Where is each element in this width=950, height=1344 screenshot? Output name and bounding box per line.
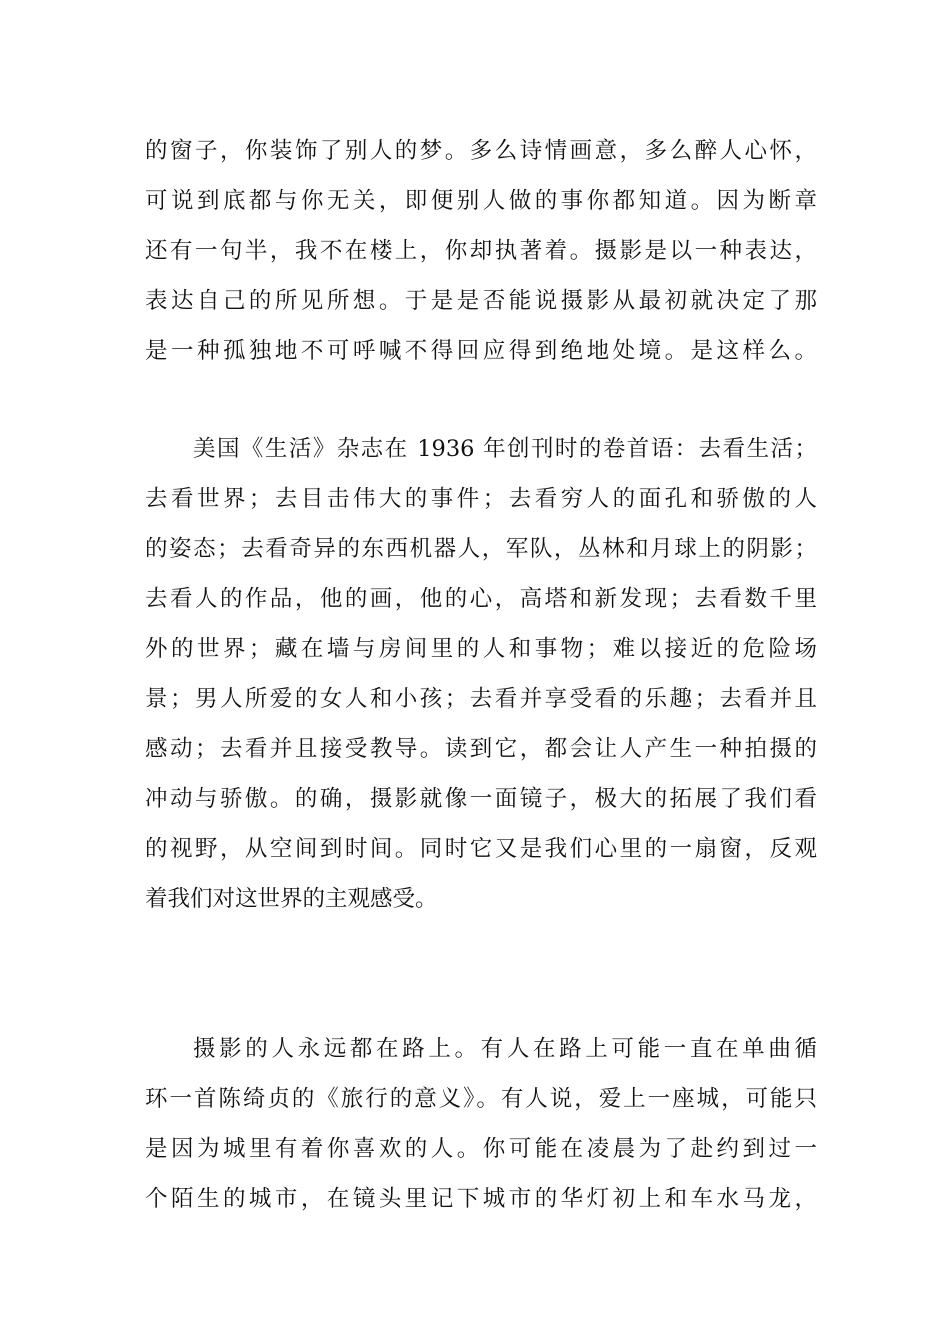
paragraph-3 bbox=[145, 1024, 817, 1224]
text-line: 的视野，从空间到时间。同时它又是我们心里的一扇窗，反观 bbox=[145, 836, 817, 862]
text-line: 摄影的人永远都在路上。有人在路上可能一直在单曲循 bbox=[193, 1036, 817, 1062]
text-line: 感动；去看并且接受教导。读到它，都会让人产生一种拍摄的 bbox=[145, 736, 817, 762]
text-line: 外的世界；藏在墙与房间里的人和事物；难以接近的危险场 bbox=[145, 636, 817, 662]
text-line: 着我们对这世界的主观感受。 bbox=[145, 886, 438, 912]
text-line: 是一种孤独地不可呼喊不得回应得到绝地处境。是这样么。 bbox=[145, 338, 817, 364]
text-line: 美国《生活》杂志在 1936 年创刊时的卷首语：去看生活； bbox=[193, 436, 817, 462]
text-line: 景；男人所爱的女人和小孩；去看并享受看的乐趣；去看并且 bbox=[145, 686, 817, 712]
paragraph-2 bbox=[145, 424, 817, 924]
text-line: 环一首陈绮贞的《旅行的意义》。有人说，爱上一座城，可能只 bbox=[145, 1086, 817, 1112]
text-line: 个陌生的城市，在镜头里记下城市的华灯初上和车水马龙， bbox=[145, 1186, 817, 1212]
text-line: 表达自己的所见所想。于是是否能说摄影从最初就决定了那 bbox=[145, 288, 817, 314]
text-line: 去看世界；去目击伟大的事件；去看穷人的面孔和骄傲的人 bbox=[145, 486, 817, 512]
text-line: 冲动与骄傲。的确，摄影就像一面镜子，极大的拓展了我们看 bbox=[145, 786, 817, 812]
paragraph-1 bbox=[145, 126, 817, 376]
text-line: 是因为城里有着你喜欢的人。你可能在凌晨为了赴约到过一 bbox=[145, 1136, 817, 1162]
text-line: 去看人的作品，他的画，他的心，高塔和新发现；去看数千里 bbox=[145, 586, 817, 612]
text-line: 还有一句半，我不在楼上，你却执著着。摄影是以一种表达， bbox=[145, 238, 817, 264]
text-line: 的窗子，你装饰了别人的梦。多么诗情画意，多么醉人心怀， bbox=[145, 138, 817, 164]
text-line: 的姿态；去看奇异的东西机器人，军队，丛林和月球上的阴影； bbox=[145, 536, 817, 562]
text-line: 可说到底都与你无关，即便别人做的事你都知道。因为断章 bbox=[145, 188, 817, 214]
